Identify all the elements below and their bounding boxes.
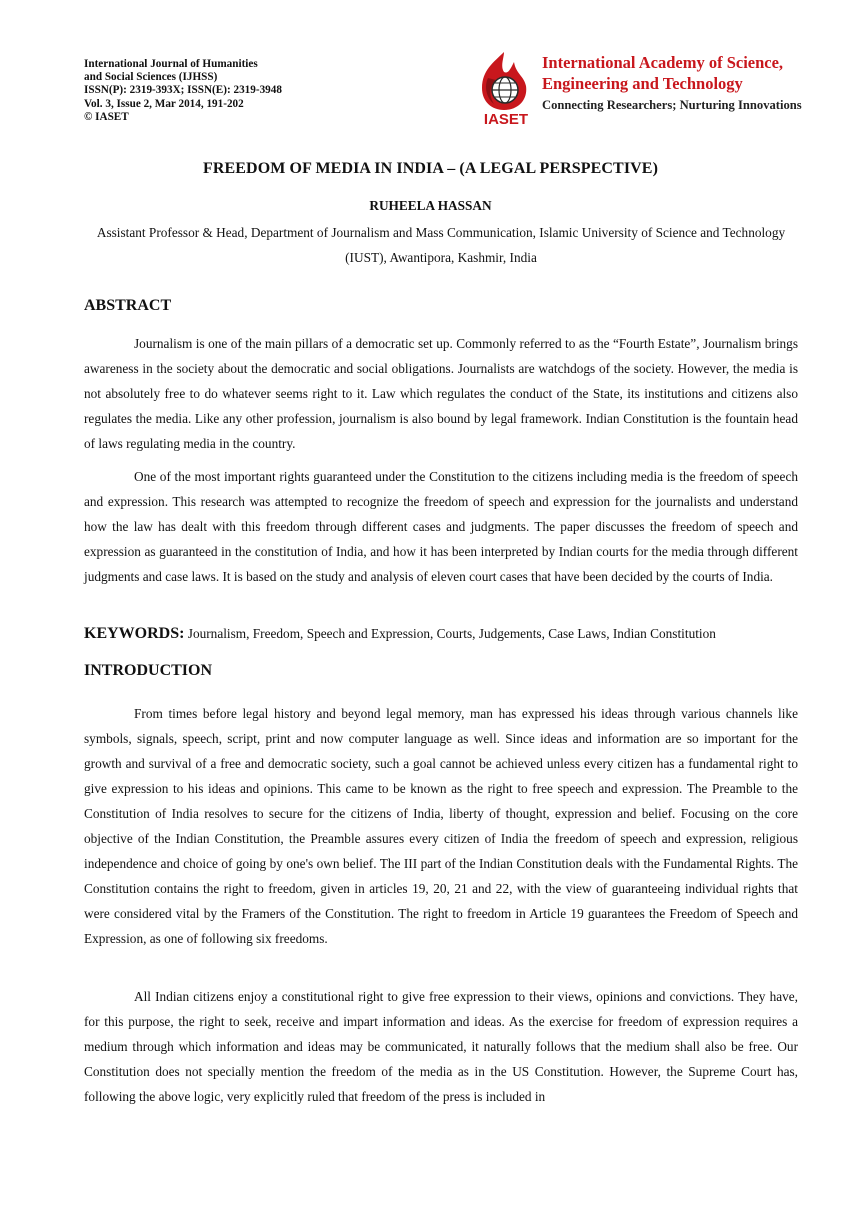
keywords-label: KEYWORDS: — [84, 625, 185, 642]
keywords-text: Journalism, Freedom, Speech and Expression, Courts, Judgements, Case Laws, Indian Constitution — [187, 626, 716, 641]
publisher-block — [474, 48, 814, 126]
globe-in-flame-icon — [474, 48, 538, 126]
author-affiliation: Assistant Professor & Head, Department of Journalism and Mass Communication, Islamic University of Science and Technology (IUST), Awantipora, Kashmir, India — [96, 225, 786, 265]
paper-title: FREEDOM OF MEDIA IN INDIA – (A LEGAL PERSPECTIVE) — [202, 160, 659, 177]
introduction-heading: INTRODUCTION — [84, 662, 213, 679]
publisher-name-line: International Academy of Science, — [542, 53, 784, 72]
journal-line: © IASET — [84, 110, 129, 123]
publisher-name-line: Engineering and Technology — [542, 74, 743, 93]
journal-line: International Journal of Humanities — [84, 58, 258, 70]
journal-line: ISSN(P): 2319-393X; ISSN(E): 2319-3948 — [84, 84, 282, 97]
author-name: RUHEELA HASSAN — [369, 198, 492, 213]
introduction-paragraph: All Indian citizens enjoy a constitutional right to give free expression to their views, opinions and convictions. They have, for this purpose, the right to seek, receive and impart information and ideas. As the exercise for freedom of expression requires a medium through which information and ideas may be communicated, it naturally follows that the medium shall also be free. Our Constitution does not specially mention the freedom of the media as in the US Constitution. However, the Supreme Court has, following the above logic, very explicitly ruled that freedom of the press is included in — [84, 989, 798, 1104]
publisher-tagline: Connecting Researchers; Nurturing Innovations — [542, 98, 802, 112]
abstract-heading: ABSTRACT — [84, 297, 172, 314]
journal-line: Vol. 3, Issue 2, Mar 2014, 191-202 — [84, 97, 244, 110]
journal-line: and Social Sciences (IJHSS) — [84, 71, 218, 84]
logo-text: IASET — [483, 111, 529, 126]
introduction-paragraph: From times before legal history and beyond legal memory, man has expressed his ideas through various channels like symbols, signals, speech, script, print and now computer language as well. Since ideas and information are so important for the growth and survival of a free and democratic society, such a goal cannot be achieved unless every citizen has a fundamental right to give expression to his ideas and opinions. This came to be known as the right to free speech and expression. The Preamble to the Constitution of India resolves to secure for the citizens of India, liberty of thought, expression and belief. Focusing on the core objective of the Indian Constitution, the Preamble assures every citizen of India the freedom of speech and expression, religious independence and choice of going by one's own belief. The III part of the Indian Constitution deals with the Fundamental Rights. The Constitution contains the right to freedom, given in articles 19, 20, 21 and 22, with the view of guaranteeing individual rights that were considered vital by the Framers of the Constitution. The right to freedom in Article 19 guarantees the Freedom of Speech and Expression, as one of following six freedoms. — [84, 706, 798, 946]
publisher-name — [542, 52, 783, 94]
journal-citation-block — [84, 58, 282, 124]
abstract-paragraph: Journalism is one of the main pillars of a democratic set up. Commonly referred to as the “Fourth Estate”, Journalism brings awareness in the society about the democratic and social obligations. Journalists are watchdogs of the society. However, the media is not absolutely free to do whatever seems right to it. Law which regulates the conduct of the State, its institutions and citizens also regulates the media. Like any other profession, journalism is also bound by legal framework. Indian Constitution is the fountain head of laws regulating media in the country. — [84, 336, 798, 451]
abstract-paragraph: One of the most important rights guaranteed under the Constitution to the citizens including media is the freedom of speech and expression. This research was attempted to recognize the freedom of speech and expression for the journalists and understand how the law has dealt with this freedom through different cases and judgments. The paper discusses the freedom of speech and expression as guaranteed in the constitution of India, and how it has been interpreted by Indian courts for the media through different judgments and case laws. It is based on the study and analysis of eleven court cases that have been decided by the courts of India. — [84, 469, 798, 584]
keywords-line — [84, 625, 716, 643]
